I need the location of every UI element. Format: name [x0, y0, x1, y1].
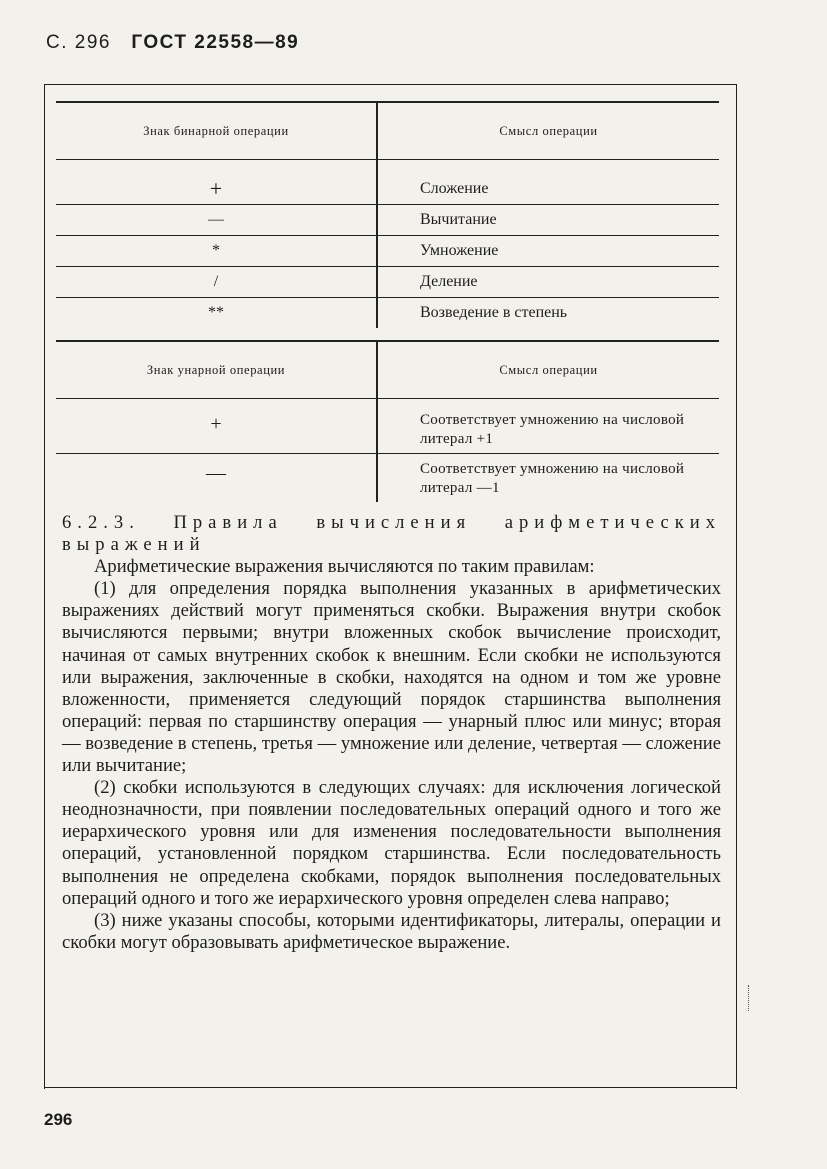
unary-operations-table [56, 340, 719, 502]
binary-operations-table [56, 101, 719, 328]
operation-symbol: — [56, 205, 377, 236]
operation-symbol: + [56, 174, 377, 205]
operation-symbol: — [56, 454, 377, 503]
table-row [56, 267, 719, 298]
page-label: С. 296 [46, 32, 111, 53]
operation-meaning: Умножение [377, 236, 719, 267]
operation-symbol: / [56, 267, 377, 298]
section-heading: 6.2.3. Правила вычисления арифметических выражений [62, 512, 721, 556]
margin-mark [748, 985, 750, 1011]
operation-symbol: * [56, 236, 377, 267]
table-row [56, 236, 719, 267]
operation-meaning: Возведение в степень [420, 304, 568, 321]
page-number: 296 [44, 1110, 73, 1129]
operation-meaning: Соответствует умножению на числовой литерал +1 [377, 399, 719, 454]
operation-symbol: + [56, 399, 377, 454]
column-header-meaning: Смысл операции [377, 102, 719, 160]
operation-meaning: Сложение [377, 174, 719, 205]
operation-meaning: Вычитание [377, 205, 719, 236]
rule-1-paragraph: (1) для определения порядка выполнения указанных в арифметических выражениях действий могут применяться скобки. Выражения внутри скобок вычисляются первыми; внутри вложенных скобок вычисление происходит, начиная от самых внутренних скобок к внешним. Если скобки не используются или выражения, заключенные в скобки, находятся на одном и том же уровне вложенности, применяется следующий порядок старшинства выполнения операций: первая по старшинству операция — унарный плюс или минус; вторая — возведение в степень, третья — умножение или деление, четвертая — сложение или вычитание; [62, 578, 721, 777]
table-row [56, 454, 719, 503]
rule-2-paragraph: (2) скобки используются в следующих случаях: для исключения логической неоднозначности, при появлении последовательных операций одного и того же иерархического уровня или для изменения последовательности выполнения операций, установленной порядком старшинства. Если последовательность выполнения не определена скобками, порядок выполнения последовательных операций одного и того же иерархического уровня определен слева направо; [62, 777, 721, 909]
table-row [56, 399, 719, 454]
column-header-binary-symbol: Знак бинарной операции [56, 102, 377, 160]
section-intro: Арифметические выражения вычисляются по таким правилам: [94, 556, 595, 578]
section-text [62, 512, 721, 954]
standard-number: ГОСТ 22558—89 [131, 32, 300, 53]
rule-3-paragraph: (3) ниже указаны способы, которыми идентификаторы, литералы, операции и скобки могут образовывать арифметическое выражение. [62, 909, 721, 953]
column-header-meaning: Смысл операции [377, 341, 719, 399]
page-header [46, 32, 299, 54]
frame-bottom-rule [44, 1087, 736, 1088]
operation-symbol: ** [56, 298, 377, 329]
column-header-unary-symbol: Знак унарной операции [56, 341, 377, 399]
operation-meaning: Деление [377, 267, 719, 298]
table-row [56, 298, 719, 329]
operation-meaning: Соответствует умножению на числовой литерал —1 [420, 461, 685, 496]
table-row [56, 205, 719, 236]
table-row [56, 174, 719, 205]
